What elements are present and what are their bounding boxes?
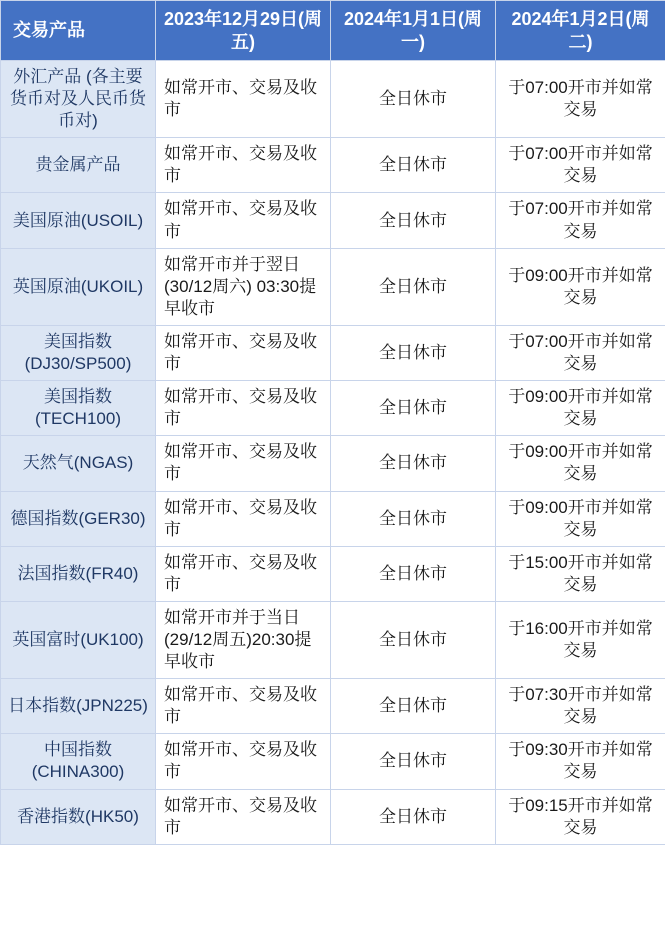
column-header-product: 交易产品	[1, 1, 156, 61]
cell-product: 天然气(NGAS)	[1, 436, 156, 491]
table-row	[1, 138, 665, 193]
cell-jan01: 全日休市	[331, 679, 496, 734]
cell-product: 法国指数(FR40)	[1, 546, 156, 601]
cell-jan02: 于16:00开市并如常交易	[496, 601, 665, 678]
cell-product: 香港指数(HK50)	[1, 789, 156, 844]
table-row	[1, 381, 665, 436]
cell-dec29: 如常开市、交易及收市	[156, 61, 331, 138]
cell-jan02: 于09:00开市并如常交易	[496, 381, 665, 436]
cell-dec29: 如常开市、交易及收市	[156, 436, 331, 491]
table-row	[1, 193, 665, 248]
cell-jan01: 全日休市	[331, 789, 496, 844]
cell-jan02: 于15:00开市并如常交易	[496, 546, 665, 601]
cell-dec29: 如常开市、交易及收市	[156, 193, 331, 248]
cell-jan02: 于09:30开市并如常交易	[496, 734, 665, 789]
cell-jan02: 于09:00开市并如常交易	[496, 248, 665, 325]
cell-product: 日本指数(JPN225)	[1, 679, 156, 734]
table-row	[1, 325, 665, 380]
table-row	[1, 436, 665, 491]
cell-jan01: 全日休市	[331, 734, 496, 789]
cell-product: 美国指数(TECH100)	[1, 381, 156, 436]
column-header-jan02: 2024年1月2日(周二)	[496, 1, 665, 61]
cell-dec29: 如常开市、交易及收市	[156, 546, 331, 601]
table-row	[1, 61, 665, 138]
cell-dec29: 如常开市、交易及收市	[156, 734, 331, 789]
column-header-dec29: 2023年12月29日(周五)	[156, 1, 331, 61]
cell-dec29: 如常开市、交易及收市	[156, 491, 331, 546]
table-row	[1, 734, 665, 789]
cell-jan01: 全日休市	[331, 248, 496, 325]
cell-jan02: 于07:00开市并如常交易	[496, 61, 665, 138]
cell-product: 贵金属产品	[1, 138, 156, 193]
cell-product: 德国指数(GER30)	[1, 491, 156, 546]
cell-jan01: 全日休市	[331, 61, 496, 138]
table-row	[1, 601, 665, 678]
cell-jan02: 于07:00开市并如常交易	[496, 193, 665, 248]
table-header	[1, 1, 665, 61]
cell-dec29: 如常开市、交易及收市	[156, 789, 331, 844]
cell-jan02: 于07:00开市并如常交易	[496, 325, 665, 380]
cell-jan01: 全日休市	[331, 381, 496, 436]
column-header-jan01: 2024年1月1日(周一)	[331, 1, 496, 61]
cell-jan01: 全日休市	[331, 193, 496, 248]
cell-product: 英国原油(UKOIL)	[1, 248, 156, 325]
cell-jan02: 于07:30开市并如常交易	[496, 679, 665, 734]
cell-jan01: 全日休市	[331, 601, 496, 678]
table-row	[1, 491, 665, 546]
table-row	[1, 789, 665, 844]
cell-dec29: 如常开市、交易及收市	[156, 679, 331, 734]
cell-product: 外汇产品 (各主要货币对及人民币货币对)	[1, 61, 156, 138]
table-body	[1, 61, 665, 845]
cell-dec29: 如常开市、交易及收市	[156, 381, 331, 436]
table-row	[1, 679, 665, 734]
table-row	[1, 546, 665, 601]
cell-product: 英国富时(UK100)	[1, 601, 156, 678]
cell-jan01: 全日休市	[331, 436, 496, 491]
cell-jan01: 全日休市	[331, 325, 496, 380]
cell-jan01: 全日休市	[331, 491, 496, 546]
table-header-row	[1, 1, 665, 61]
cell-jan02: 于09:00开市并如常交易	[496, 436, 665, 491]
cell-product: 美国指数(DJ30/SP500)	[1, 325, 156, 380]
cell-product: 美国原油(USOIL)	[1, 193, 156, 248]
table-row	[1, 248, 665, 325]
cell-jan02: 于09:15开市并如常交易	[496, 789, 665, 844]
cell-jan01: 全日休市	[331, 138, 496, 193]
cell-jan02: 于09:00开市并如常交易	[496, 491, 665, 546]
cell-jan02: 于07:00开市并如常交易	[496, 138, 665, 193]
cell-dec29: 如常开市并于翌日(30/12周六) 03:30提早收市	[156, 248, 331, 325]
cell-dec29: 如常开市、交易及收市	[156, 138, 331, 193]
cell-dec29: 如常开市、交易及收市	[156, 325, 331, 380]
cell-dec29: 如常开市并于当日(29/12周五)20:30提早收市	[156, 601, 331, 678]
cell-jan01: 全日休市	[331, 546, 496, 601]
cell-product: 中国指数(CHINA300)	[1, 734, 156, 789]
